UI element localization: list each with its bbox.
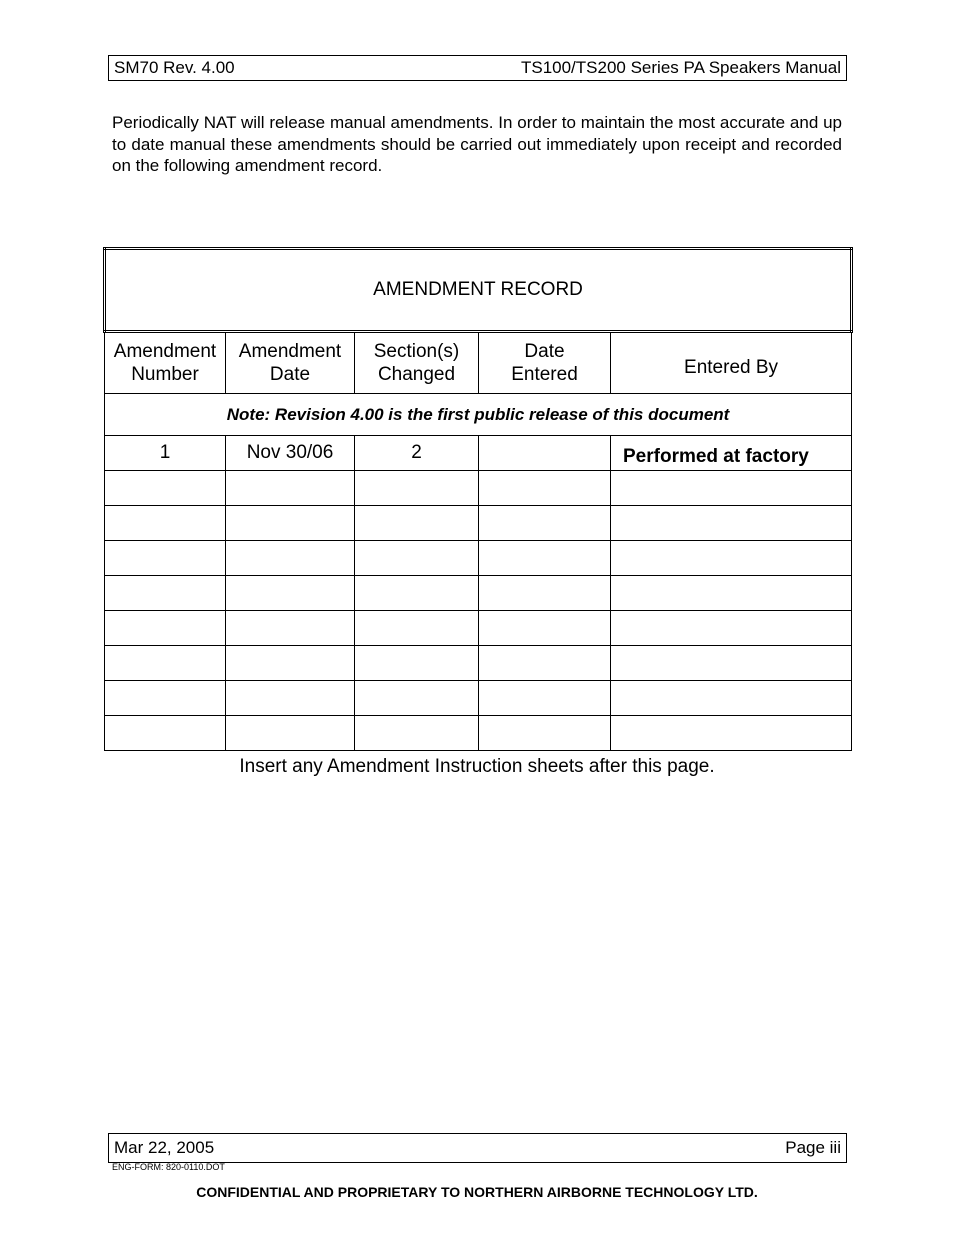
table-row	[105, 506, 852, 541]
amendment-number-cell	[105, 471, 226, 506]
insert-instruction: Insert any Amendment Instruction sheets after this page.	[239, 756, 715, 777]
entered-by-cell	[611, 611, 852, 646]
entered-by-cell	[611, 471, 852, 506]
amendment-record-title: AMENDMENT RECORD	[105, 249, 852, 332]
table-row	[105, 716, 852, 751]
intro-paragraph: Periodically NAT will release manual amendments. In order to maintain the most accurate and up to date manual these amendments should be carried out immediately upon receipt and recorded on the following amendment record.	[112, 113, 842, 175]
table-header-row	[105, 332, 852, 394]
table-row	[105, 436, 852, 471]
amendment-date-cell	[226, 646, 355, 681]
date-entered-cell	[479, 541, 611, 576]
amendment-number-cell	[105, 681, 226, 716]
column-header-amendment-number: Amendment Number	[105, 332, 226, 394]
amendment-date-cell	[226, 471, 355, 506]
column-header-amendment-date: Amendment Date	[226, 332, 355, 394]
table-row	[105, 541, 852, 576]
page-number: Page iii	[785, 1138, 841, 1157]
sections-changed-cell	[355, 611, 479, 646]
date-entered-cell	[479, 716, 611, 751]
sections-changed-cell	[355, 576, 479, 611]
date-entered-cell	[479, 576, 611, 611]
amendment-record-table	[103, 247, 853, 751]
entered-by-cell	[611, 541, 852, 576]
date-entered-cell	[479, 611, 611, 646]
entered-by-cell: Performed at factory	[611, 436, 852, 471]
doc-number: SM70 Rev. 4.00	[114, 58, 235, 77]
date-entered-cell	[479, 506, 611, 541]
sections-changed-cell	[355, 541, 479, 576]
form-id: ENG-FORM: 820-0110.DOT	[112, 1162, 225, 1172]
amendment-number-cell	[105, 506, 226, 541]
revision-note: Note: Revision 4.00 is the first public release of this document	[105, 394, 852, 436]
entered-by-cell	[611, 681, 852, 716]
amendment-number-cell	[105, 716, 226, 751]
amendment-date-cell	[226, 576, 355, 611]
column-header-sections-changed: Section(s) Changed	[355, 332, 479, 394]
footer-date: Mar 22, 2005	[114, 1138, 215, 1157]
amendment-date-cell	[226, 716, 355, 751]
table-row	[105, 471, 852, 506]
entered-by-cell	[611, 576, 852, 611]
column-header-entered-by: Entered By	[611, 332, 852, 394]
entered-by-cell	[611, 646, 852, 681]
sections-changed-cell	[355, 716, 479, 751]
table-row	[105, 576, 852, 611]
amendment-date-cell: Nov 30/06	[226, 436, 355, 471]
date-entered-cell	[479, 471, 611, 506]
entered-by-cell	[611, 506, 852, 541]
amendment-number-cell	[105, 576, 226, 611]
date-entered-cell	[479, 436, 611, 471]
sections-changed-cell: 2	[355, 436, 479, 471]
amendment-date-cell	[226, 681, 355, 716]
date-entered-cell	[479, 681, 611, 716]
table-row	[105, 646, 852, 681]
sections-changed-cell	[355, 506, 479, 541]
sections-changed-cell	[355, 471, 479, 506]
amendment-number-cell	[105, 611, 226, 646]
table-row	[105, 681, 852, 716]
column-header-date-entered: Date Entered	[479, 332, 611, 394]
amendment-number-cell: 1	[105, 436, 226, 471]
sections-changed-cell	[355, 646, 479, 681]
amendment-number-cell	[105, 646, 226, 681]
confidential-notice: CONFIDENTIAL AND PROPRIETARY TO NORTHERN AIRBORNE TECHNOLOGY LTD.	[196, 1184, 758, 1200]
entered-by-cell	[611, 716, 852, 751]
page-footer	[108, 1133, 847, 1163]
amendment-date-cell	[226, 611, 355, 646]
amendment-number-cell	[105, 541, 226, 576]
page-header	[108, 55, 847, 81]
table-row	[105, 611, 852, 646]
doc-title: TS100/TS200 Series PA Speakers Manual	[520, 58, 841, 77]
amendment-date-cell	[226, 506, 355, 541]
sections-changed-cell	[355, 681, 479, 716]
amendment-date-cell	[226, 541, 355, 576]
date-entered-cell	[479, 646, 611, 681]
